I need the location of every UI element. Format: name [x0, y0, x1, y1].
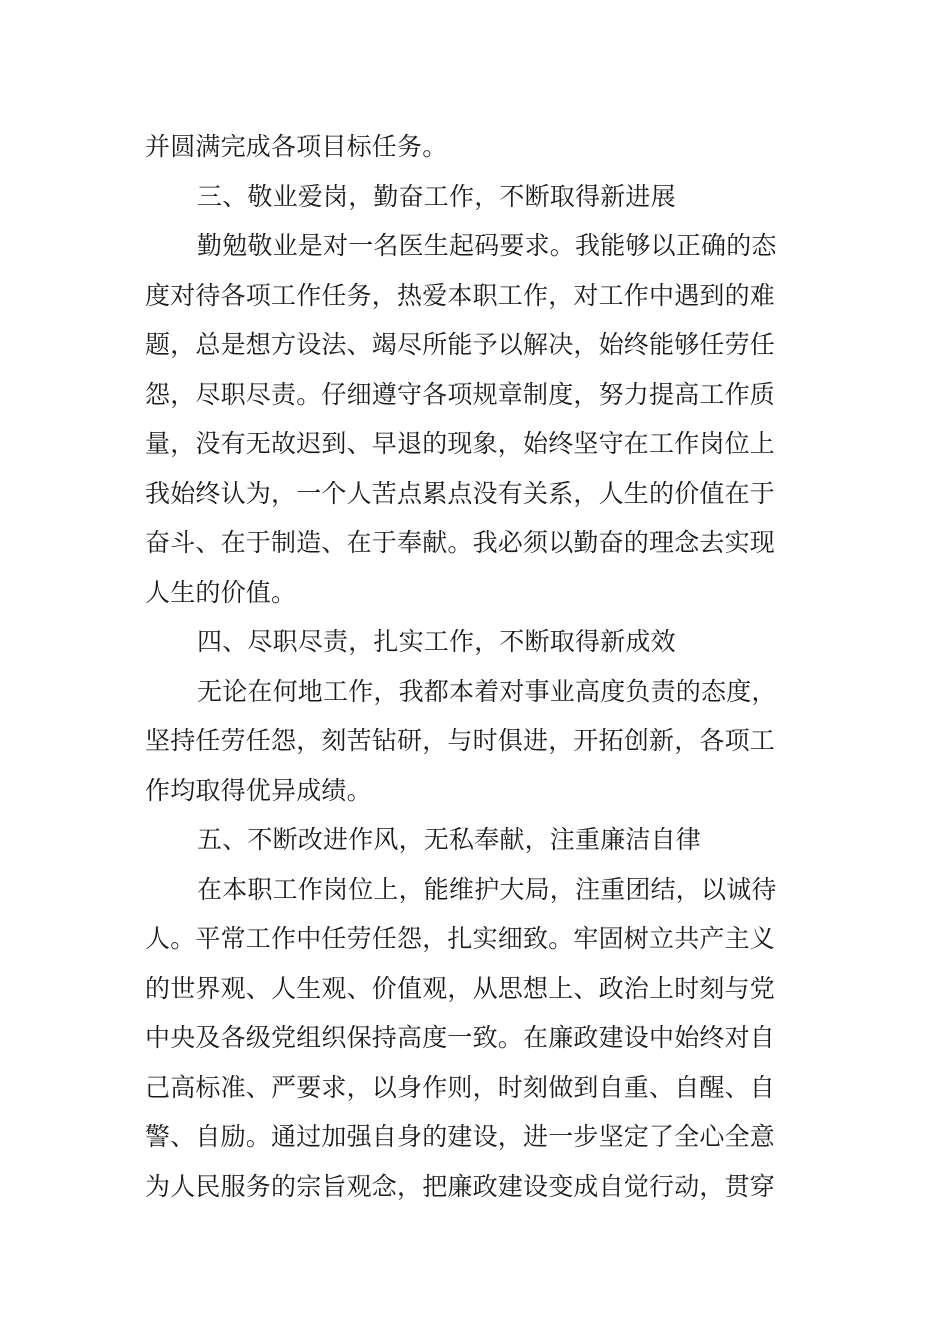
text-line: 中央及各级党组织保持高度一致。在廉政建设中始终对自 — [145, 1023, 776, 1052]
text-line: 度对待各项工作任务，热爱本职工作，对工作中遇到的难 — [145, 280, 776, 310]
text-line: 作均取得优异成绩。 — [145, 775, 372, 805]
text-line: 人。平常工作中任劳任怨，扎实细致。牢固树立共产主义 — [145, 924, 776, 953]
text-line: 题，总是想方设法、竭尽所能予以解决，始终能够任劳任 — [145, 330, 776, 359]
text-line: 人生的价值。 — [145, 577, 297, 607]
paragraph-first-line: 在本职工作岗位上，能维护大局，注重团结，以诚待 — [197, 874, 777, 904]
section-heading: 四、尽职尽责，扎实工作，不断取得新成效 — [197, 627, 676, 656]
text-line: 坚持任劳任怨，刻苦钻研，与时俱进，开拓创新，各项工 — [145, 726, 776, 755]
section-heading: 三、敬业爱岗，勤奋工作，不断取得新进展 — [197, 181, 676, 211]
text-line: 奋斗、在于制造、在于奉献。我必须以勤奋的理念去实现 — [145, 528, 776, 557]
section-heading: 五、不断改进作风，无私奉献，注重廉洁自律 — [197, 825, 702, 854]
text-line: 己高标准、严要求，以身作则，时刻做到自重、自醒、自 — [145, 1072, 776, 1102]
text-line: 怨，尽职尽责。仔细遵守各项规章制度，努力提高工作质 — [145, 379, 776, 409]
text-line: 的世界观、人生观、价值观，从思想上、政治上时刻与党 — [145, 973, 776, 1003]
document-body — [145, 122, 815, 1211]
text-line: 量，没有无故迟到、早退的现象，始终坚守在工作岗位上 — [145, 429, 776, 458]
text-line: 警、自励。通过加强自身的建设，进一步坚定了全心全意 — [145, 1122, 776, 1151]
text-line: 并圆满完成各项目标任务。 — [145, 132, 448, 161]
paragraph-first-line: 勤勉敬业是对一名医生起码要求。我能够以正确的态 — [197, 231, 777, 260]
text-line: 为人民服务的宗旨观念，把廉政建设变成自觉行动，贯穿 — [145, 1171, 776, 1201]
text-line: 我始终认为，一个人苦点累点没有关系，人生的价值在于 — [145, 478, 776, 508]
paragraph-first-line: 无论在何地工作，我都本着对事业高度负责的态度， — [197, 676, 777, 706]
